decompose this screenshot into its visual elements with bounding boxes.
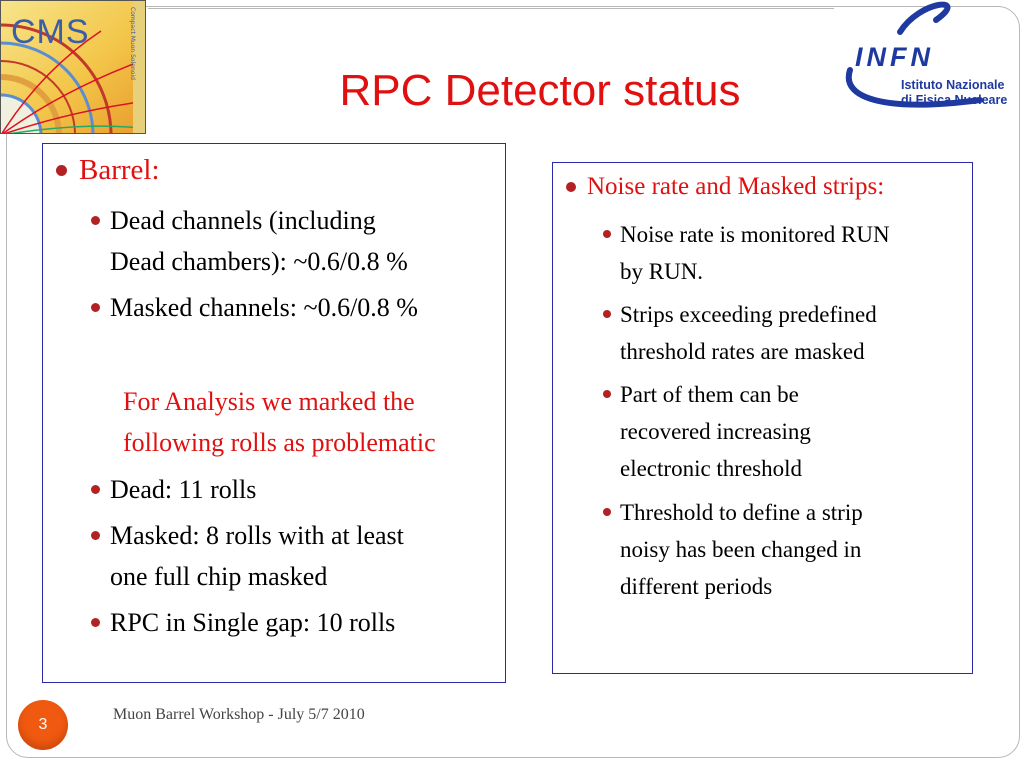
list-item [603,216,969,290]
bullet-icon [91,485,100,494]
bullet-icon [56,165,67,176]
masked-rolls-text: Masked: 8 rolls with at least one full chip masked [110,521,404,591]
cms-logo-caption: Compact Muon Solenoid [129,7,136,80]
bullet-icon [566,182,576,192]
barrel-heading-bullet [56,154,160,187]
list-item [91,469,501,510]
bullet-icon [603,230,611,238]
list-item [91,602,501,643]
bullet-icon [91,216,100,225]
noise-monitored-text: Noise rate is monitored RUN by RUN. [620,222,890,284]
dead-channels-text: Dead channels (including Dead chambers): ~0.6/0.8 % [110,206,408,276]
list-item [91,515,501,597]
threshold-changed-text: Threshold to define a strip noisy has been changed in different periods [620,500,863,599]
list-item [91,287,501,328]
infn-logo-text: INFN [855,42,934,72]
noise-heading: Noise rate and Masked strips: [587,173,885,200]
top-divider [148,8,834,9]
bullet-icon [91,618,100,627]
barrel-heading: Barrel: [79,154,160,186]
bullet-icon [603,508,611,516]
infn-subtitle-line2: di Fisica Nucleare [901,93,1008,107]
single-gap-text: RPC in Single gap: 10 rolls [110,608,396,637]
list-item [603,376,969,487]
recovered-text: Part of them can be recovered increasing electronic threshold [620,382,811,481]
infn-subtitle-line1: Istituto Nazionale [901,78,1005,92]
list-item [603,296,969,370]
page-number-badge: 3 [18,700,68,750]
masked-channels-text: Masked channels: ~0.6/0.8 % [110,293,418,322]
bullet-icon [603,390,611,398]
bullet-icon [91,531,100,540]
bullet-icon [91,303,100,312]
list-item [91,200,501,282]
noise-heading-bullet [566,173,884,201]
cms-logo-text: CMS [11,13,90,51]
bullet-icon [603,310,611,318]
dead-rolls-text: Dead: 11 rolls [110,475,257,504]
footer-text: Muon Barrel Workshop - July 5/7 2010 [113,706,365,723]
list-item [603,494,969,605]
analysis-note: For Analysis we marked the following rolls as problematic [123,387,436,457]
slide-title: RPC Detector status [339,66,741,115]
strips-masked-text: Strips exceeding predefined threshold rates are masked [620,302,877,364]
